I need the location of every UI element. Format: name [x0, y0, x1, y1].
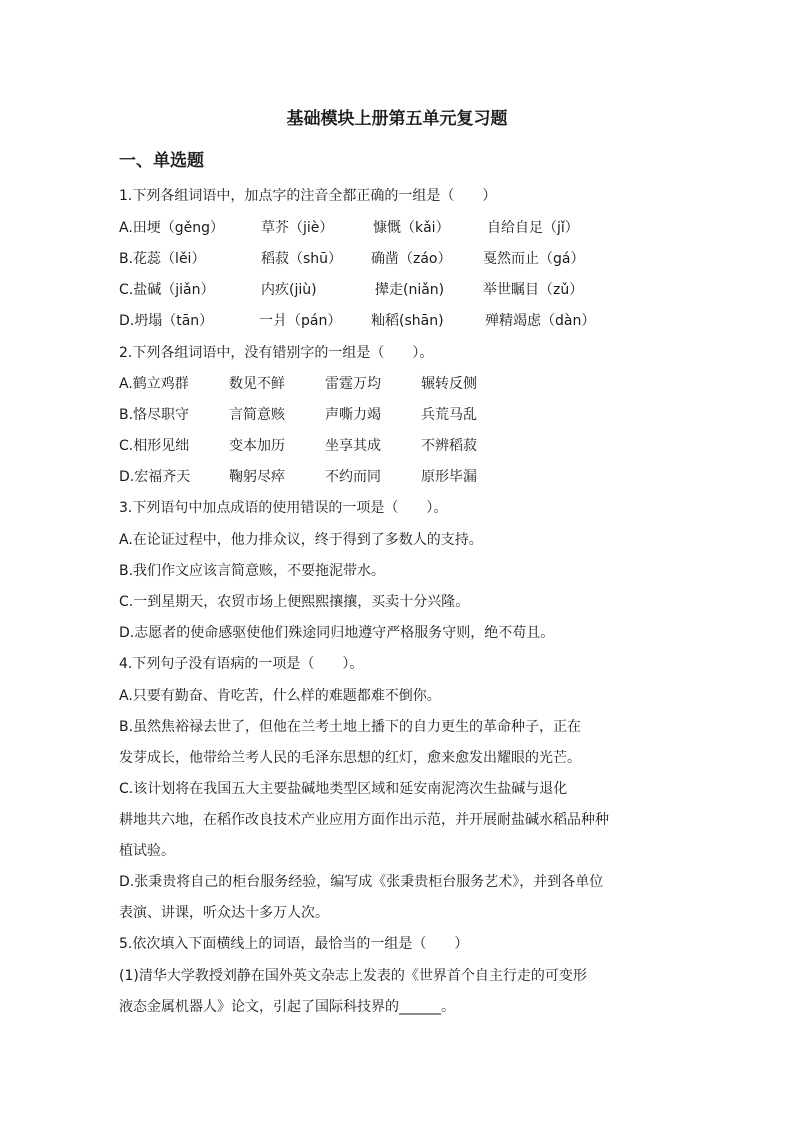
question-4-option-c-cont-2: 植试验。: [119, 843, 175, 859]
option-a-item-2: 草芥（jiè）: [261, 220, 334, 236]
option-c-item-1: C.盐碱（jiǎn）: [119, 282, 215, 298]
option-a-item-4: 自给自足（jǐ）: [487, 220, 579, 236]
option-b-item-1: B.恪尽职守: [119, 407, 190, 423]
option-b-item-2: 言简意赅: [229, 407, 285, 423]
page-title: 基础模块上册第五单元复习题: [286, 109, 508, 129]
question-4-option-b-cont: 发芽成长，他带给兰考人民的毛泽东思想的红灯，愈来愈发出耀眼的光芒。: [119, 750, 581, 766]
option-b-item-3: 确凿（záo）: [371, 251, 452, 267]
option-a-item-2: 数见不鲜: [229, 376, 285, 392]
question-4-stem: 4.下列句子没有语病的一项是（ ）。: [119, 656, 364, 672]
question-5-item-1-cont: 液态金属机器人》论文，引起了国际科技界的______。: [119, 999, 455, 1015]
option-d-item-3: 籼稻(shān): [371, 313, 444, 329]
option-a-item-3: 慷慨（kǎi）: [373, 220, 450, 236]
option-d-item-1: D.坍塌（tān）: [119, 313, 214, 329]
option-b-item-4: 兵荒马乱: [421, 407, 477, 423]
option-d-item-2: 鞠躬尽瘁: [229, 469, 285, 485]
option-d-item-4: 原形毕漏: [421, 469, 477, 485]
option-c-item-2: 内疚(jiù): [261, 282, 317, 298]
option-c-item-3: 撵走(niǎn): [375, 282, 445, 298]
question-3-option-a: A.在论证过程中，他力排众议，终于得到了多数人的支持。: [119, 532, 483, 548]
option-d-item-2: 一爿（pán）: [259, 313, 342, 329]
question-4-option-a: A.只要有勤奋、肯吃苦，什么样的难题都难不倒你。: [119, 688, 441, 704]
option-c-item-2: 变本加历: [229, 438, 285, 454]
question-1-stem: 1.下列各组词语中，加点字的注音全都正确的一组是（ ）: [119, 188, 497, 204]
option-b-item-4: 戛然而止（gá）: [483, 251, 585, 267]
option-c-item-1: C.相形见绌: [119, 438, 190, 454]
option-a-item-1: A.鹤立鸡群: [119, 376, 189, 392]
option-c-item-4: 不辨稻菽: [421, 438, 477, 454]
option-d-item-1: D.宏福齐天: [119, 469, 191, 485]
option-a-item-4: 辗转反侧: [421, 376, 477, 392]
question-4-option-d: D.张秉贵将自己的柜台服务经验，编写成《张秉贵柜台服务艺术》，并到各单位: [119, 874, 604, 890]
option-b-item-3: 声嘶力竭: [325, 407, 381, 423]
question-4-option-d-cont: 表演、讲课，听众达十多万人次。: [119, 905, 329, 921]
question-3-option-d: D.志愿者的使命感驱使他们殊途同归地遵守严格服务守则，绝不苟且。: [119, 625, 555, 641]
question-5-stem: 5.依次填入下面横线上的词语，最恰当的一组是（ ）: [119, 936, 469, 952]
question-4-option-c: C.该计划将在我国五大主要盐碱地类型区域和延安南泥湾次生盐碱与退化: [119, 781, 568, 797]
question-5-item-1: (1)清华大学教授刘静在国外英文杂志上发表的《世界首个自主行走的可变形: [119, 968, 587, 984]
question-3-stem: 3.下列语句中加点成语的使用错误的一项是（ ）。: [119, 500, 448, 516]
question-3-option-c: C.一到星期天，农贸市场上便熙熙攘攘，买卖十分兴隆。: [119, 594, 470, 610]
question-4-option-b: B.虽然焦裕禄去世了，但他在兰考土地上播下的自力更生的革命种子，正在: [119, 719, 582, 735]
question-4-option-c-cont: 耕地共六地，在稻作改良技术产业应用方面作出示范，并开展耐盐碱水稻品种种: [119, 812, 609, 828]
option-d-item-4: 殚精竭虑（dàn）: [485, 313, 596, 329]
question-3-option-b: B.我们作文应该言简意赅，不要拖泥带水。: [119, 563, 386, 579]
option-a-item-1: A.田埂（gěng）: [119, 220, 225, 236]
option-b-item-2: 稻菽（shū）: [261, 251, 343, 267]
option-c-item-3: 坐享其成: [325, 438, 381, 454]
option-d-item-3: 不约而同: [325, 469, 381, 485]
section-heading: 一、单选题: [119, 151, 204, 171]
option-c-item-4: 举世瞩目（zǔ）: [483, 282, 584, 298]
question-2-stem: 2.下列各组词语中，没有错别字的一组是（ ）。: [119, 345, 434, 361]
option-a-item-3: 雷霆万均: [325, 376, 381, 392]
option-b-item-1: B.花蕊（lěi）: [119, 251, 206, 267]
